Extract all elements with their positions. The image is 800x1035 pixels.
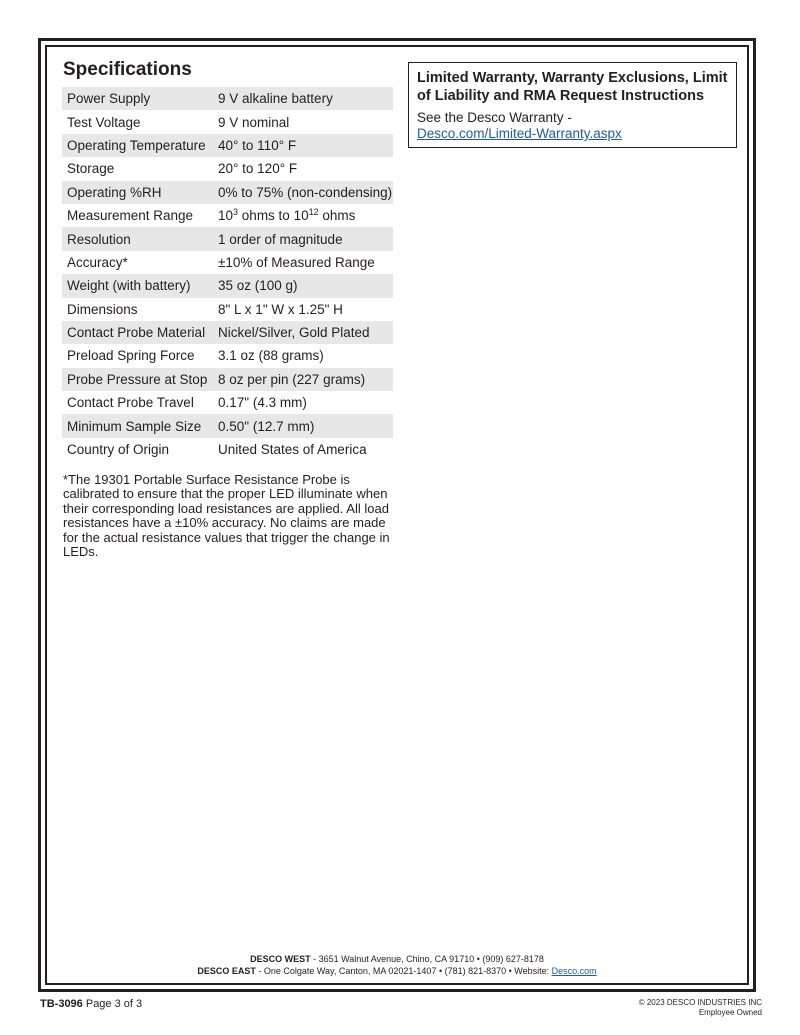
spec-label: Storage [67,161,115,177]
spec-label: Accuracy* [67,254,128,270]
spec-label: Contact Probe Material [62,321,213,344]
table-row [62,157,393,180]
desco-east-line [45,966,749,978]
page-count: Page 3 of 3 [82,998,143,1010]
spec-label: Operating %RH [62,181,213,204]
desco-east-label: DESCO EAST [197,965,256,976]
warranty-title: Limited Warranty, Warranty Exclusions, Limit of Liability and RMA Request Instructions [417,70,728,104]
table-row [62,321,393,344]
table-row [62,251,393,274]
spec-value: 8 oz per pin (227 grams) [213,368,393,391]
spec-value: 3.1 oz (88 grams) [218,348,324,364]
copyright-text: © 2023 DESCO INDUSTRIES INC [638,998,762,1007]
spec-value: 20° to 120° F [218,161,298,177]
desco-west-text: - 3651 Walnut Avenue, Chino, CA 91710 • (909) 627-8178 [310,954,544,964]
spec-value: ±10% of Measured Range [218,254,375,270]
desco-east-text: - One Colgate Way, Canton, MA 02021-1407 • (781) 821-8370 • Website: [255,965,552,976]
range-exponent-low: 3 [233,207,239,218]
table-row [62,134,393,157]
spec-label: Preload Spring Force [67,348,195,364]
spec-value: 8" L x 1" W x 1.25" H [218,301,343,317]
spec-label: Country of Origin [67,442,170,458]
table-row [62,87,393,110]
spec-value: 9 V alkaline battery [213,87,393,110]
table-row [62,438,393,461]
spec-value: 35 oz (100 g) [213,274,393,297]
specifications-title: Specifications [63,59,192,80]
accuracy-footnote: *The 19301 Portable Surface Resistance Probe is calibrated to ensure that the proper LED illuminate when their corresponding load resistances are applied. All load resistances have a ±10% accuracy. No claims are made for the actual resistance values that trigger the change in LEDs. [63,472,390,560]
warranty-text-block [417,110,728,142]
spec-value: Nickel/Silver, Gold Plated [213,321,393,344]
copyright-block [639,998,762,1018]
employee-owned-text: Employee Owned [698,1008,762,1017]
table-row [62,110,393,133]
spec-label: Measurement Range [67,208,194,224]
spec-value: 0% to 75% (non-condensing) [213,181,393,204]
table-row [62,391,393,414]
table-row [62,227,393,250]
table-row [62,344,393,367]
table-row [62,414,393,437]
warranty-text: See the Desco Warranty - [417,110,572,125]
spec-label: Power Supply [62,87,213,110]
range-base-low: 10 [218,208,234,224]
spec-label: Weight (with battery) [62,274,213,297]
spec-value: 40° to 110° F [213,134,393,157]
spec-value: 9 V nominal [218,114,290,130]
spec-label: Contact Probe Travel [67,395,194,411]
website-link[interactable]: Desco.com [551,965,597,976]
table-row [62,274,393,297]
range-base-high: ohms to 10 [238,208,309,224]
desco-west-line [45,954,749,966]
spec-value [213,204,393,227]
spec-value: 0.50" (12.7 mm) [213,414,393,437]
table-row [62,368,393,391]
table-row [62,181,393,204]
document-id: TB-3096 [40,998,83,1010]
spec-label: Operating Temperature [62,134,213,157]
spec-label: Resolution [62,227,213,250]
spec-label: Minimum Sample Size [62,414,213,437]
range-unit: ohms [318,208,356,224]
spec-label: Probe Pressure at Stop [62,368,213,391]
range-exponent-high: 12 [308,207,319,218]
table-row [62,298,393,321]
spec-value: 1 order of magnitude [213,227,393,250]
spec-value: 0.17" (4.3 mm) [218,395,307,411]
spec-value: United States of America [218,442,367,458]
specifications-table [62,87,393,461]
desco-west-label: DESCO WEST [250,954,311,964]
spec-label: Dimensions [67,301,138,317]
footer-addresses [45,954,749,977]
page-number [40,998,142,1010]
spec-label: Test Voltage [67,114,141,130]
warranty-link[interactable]: Desco.com/Limited-Warranty.aspx [417,126,622,141]
warranty-box [408,62,737,148]
table-row [62,204,393,227]
